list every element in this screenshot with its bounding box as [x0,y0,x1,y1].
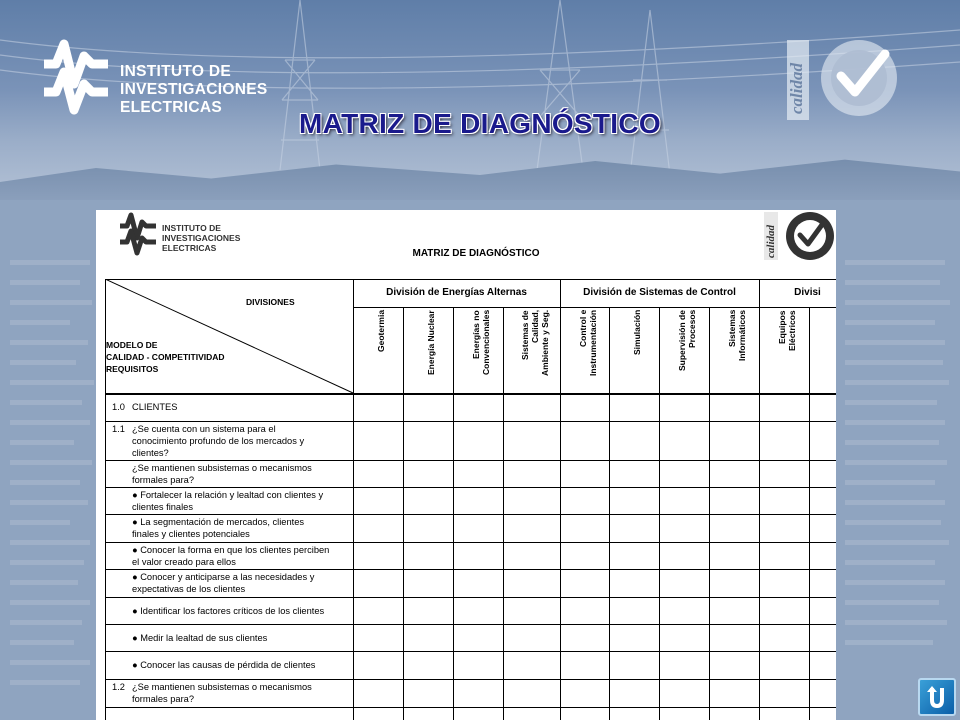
row-text: ● La segmentación de mercados, clientes [132,517,305,527]
row-number: 1.2 [112,682,125,692]
column-header-line: Supervisión de [677,310,687,371]
grid-line [709,307,710,393]
column-header [677,310,697,390]
diagnostic-matrix-document [96,210,836,720]
return-button[interactable] [918,678,956,716]
row-text: ¿Se mantienen subsistemas o mecanismos [132,463,312,473]
column-header-line: Eléctricos [787,310,797,351]
column-header-line: Sistemas de [519,310,530,360]
badge-text: calidad [787,63,806,114]
row-text: ● Conocer la forma en que los clientes perciben [132,545,330,555]
row-text: formales para? [132,475,195,485]
document-title: MATRIZ DE DIAGNÓSTICO [412,248,540,259]
grid-line [659,307,660,393]
return-arrow-icon [924,684,950,710]
column-header [471,310,491,390]
grid-line [105,487,836,488]
modelo-label: MODELO DE [106,340,158,350]
row-text: ¿Se cuenta con un sistema para el [132,424,276,434]
row-text: expectativas de los clientes [132,584,246,594]
grid-line [105,460,836,461]
grid-line [609,393,610,720]
row-text: ● Conocer y anticiparse a las necesidades y [132,572,315,582]
doc-logo-line: INSTITUTO DE [162,223,221,233]
column-header-line: Sistemas [727,310,737,348]
grid-line [105,514,836,515]
grid-line [659,393,660,720]
logo-line: ELECTRICAS [120,99,223,116]
slide-title: MATRIZ DE DIAGNÓSTICO [299,108,661,139]
grid-line [403,393,404,720]
corner-diagonal [105,279,355,394]
column-header [777,310,797,390]
grid-line [105,542,836,543]
grid-line [609,307,610,393]
column-header-line: Geotermia [376,310,386,353]
logo-line: INVESTIGACIONES [120,81,268,98]
grid-line [105,421,836,422]
division-header: División de Energías Alternas [386,287,527,298]
row-text: conocimiento profundo de los mercados y [132,436,305,446]
row-number: 1.1 [112,424,125,434]
grid-line [503,393,504,720]
column-header-line: Equipos [777,310,787,344]
row-text: finales y clientes potenciales [132,529,250,539]
row-text: clientes finales [132,502,193,512]
row-text: formales para? [132,694,195,704]
division-header: Divisi [794,287,821,298]
grid-line [353,307,836,308]
row-text: el valor creado para ellos [132,557,236,567]
modelo-label: CALIDAD - COMPETITIVIDAD [106,352,225,362]
grid-line [105,569,836,570]
row-text: ● Medir la lealtad de sus clientes [132,633,268,643]
doc-badge-text: calidad [765,225,777,258]
row-text: ● Conocer las causas de pérdida de clientes [132,660,316,670]
column-header-line: Instrumentación [587,310,598,377]
column-header-line: Informáticos [737,310,747,362]
logo-line: INSTITUTO DE [120,63,231,80]
row-text: ● Fortalecer la relación y lealtad con clientes y [132,490,324,500]
row-text: CLIENTES [132,402,178,412]
grid-line [453,393,454,720]
grid-line [560,393,561,720]
grid-line [105,679,836,680]
column-header [727,310,747,390]
column-header-line: Energías no [471,310,481,359]
grid-line [105,707,836,708]
column-header-line: Simulación [632,310,642,356]
column-header-line: Control e [577,310,588,348]
column-header [632,310,642,390]
column-header-line: Convencionales [481,310,491,376]
grid-line [403,307,404,393]
divisiones-label: DIVISIONES [246,297,295,307]
grid-line [709,393,710,720]
grid-line [453,307,454,393]
column-header-line: Calidad, [529,310,540,344]
column-header [426,310,436,390]
grid-line [809,393,810,720]
row-number: 1.0 [112,402,125,412]
grid-line [503,307,504,393]
column-header-line: Energía Nuclear [426,310,436,375]
doc-logo-line: INVESTIGACIONES [162,233,241,243]
doc-logo-line: ELECTRICAS [162,243,217,253]
column-header [520,310,550,390]
column-header [578,310,598,390]
row-text: clientes? [132,448,169,458]
institute-logo-icon [40,34,112,116]
grid-line [105,651,836,652]
row-text: ● Identificar los factores críticos de los clientes [132,606,325,616]
grid-line [759,393,760,720]
diagnostic-matrix-table [96,210,836,720]
grid-line [105,597,836,598]
column-header-line: Procesos [687,310,697,349]
modelo-label: REQUISITOS [106,364,159,374]
column-header [376,310,386,390]
row-text: ¿Se mantienen subsistemas o mecanismos [132,682,312,692]
grid-line [809,307,810,393]
grid-line [105,624,836,625]
division-header: División de Sistemas de Control [583,287,736,298]
column-header-line: Ambiente y Seg. [539,310,550,377]
